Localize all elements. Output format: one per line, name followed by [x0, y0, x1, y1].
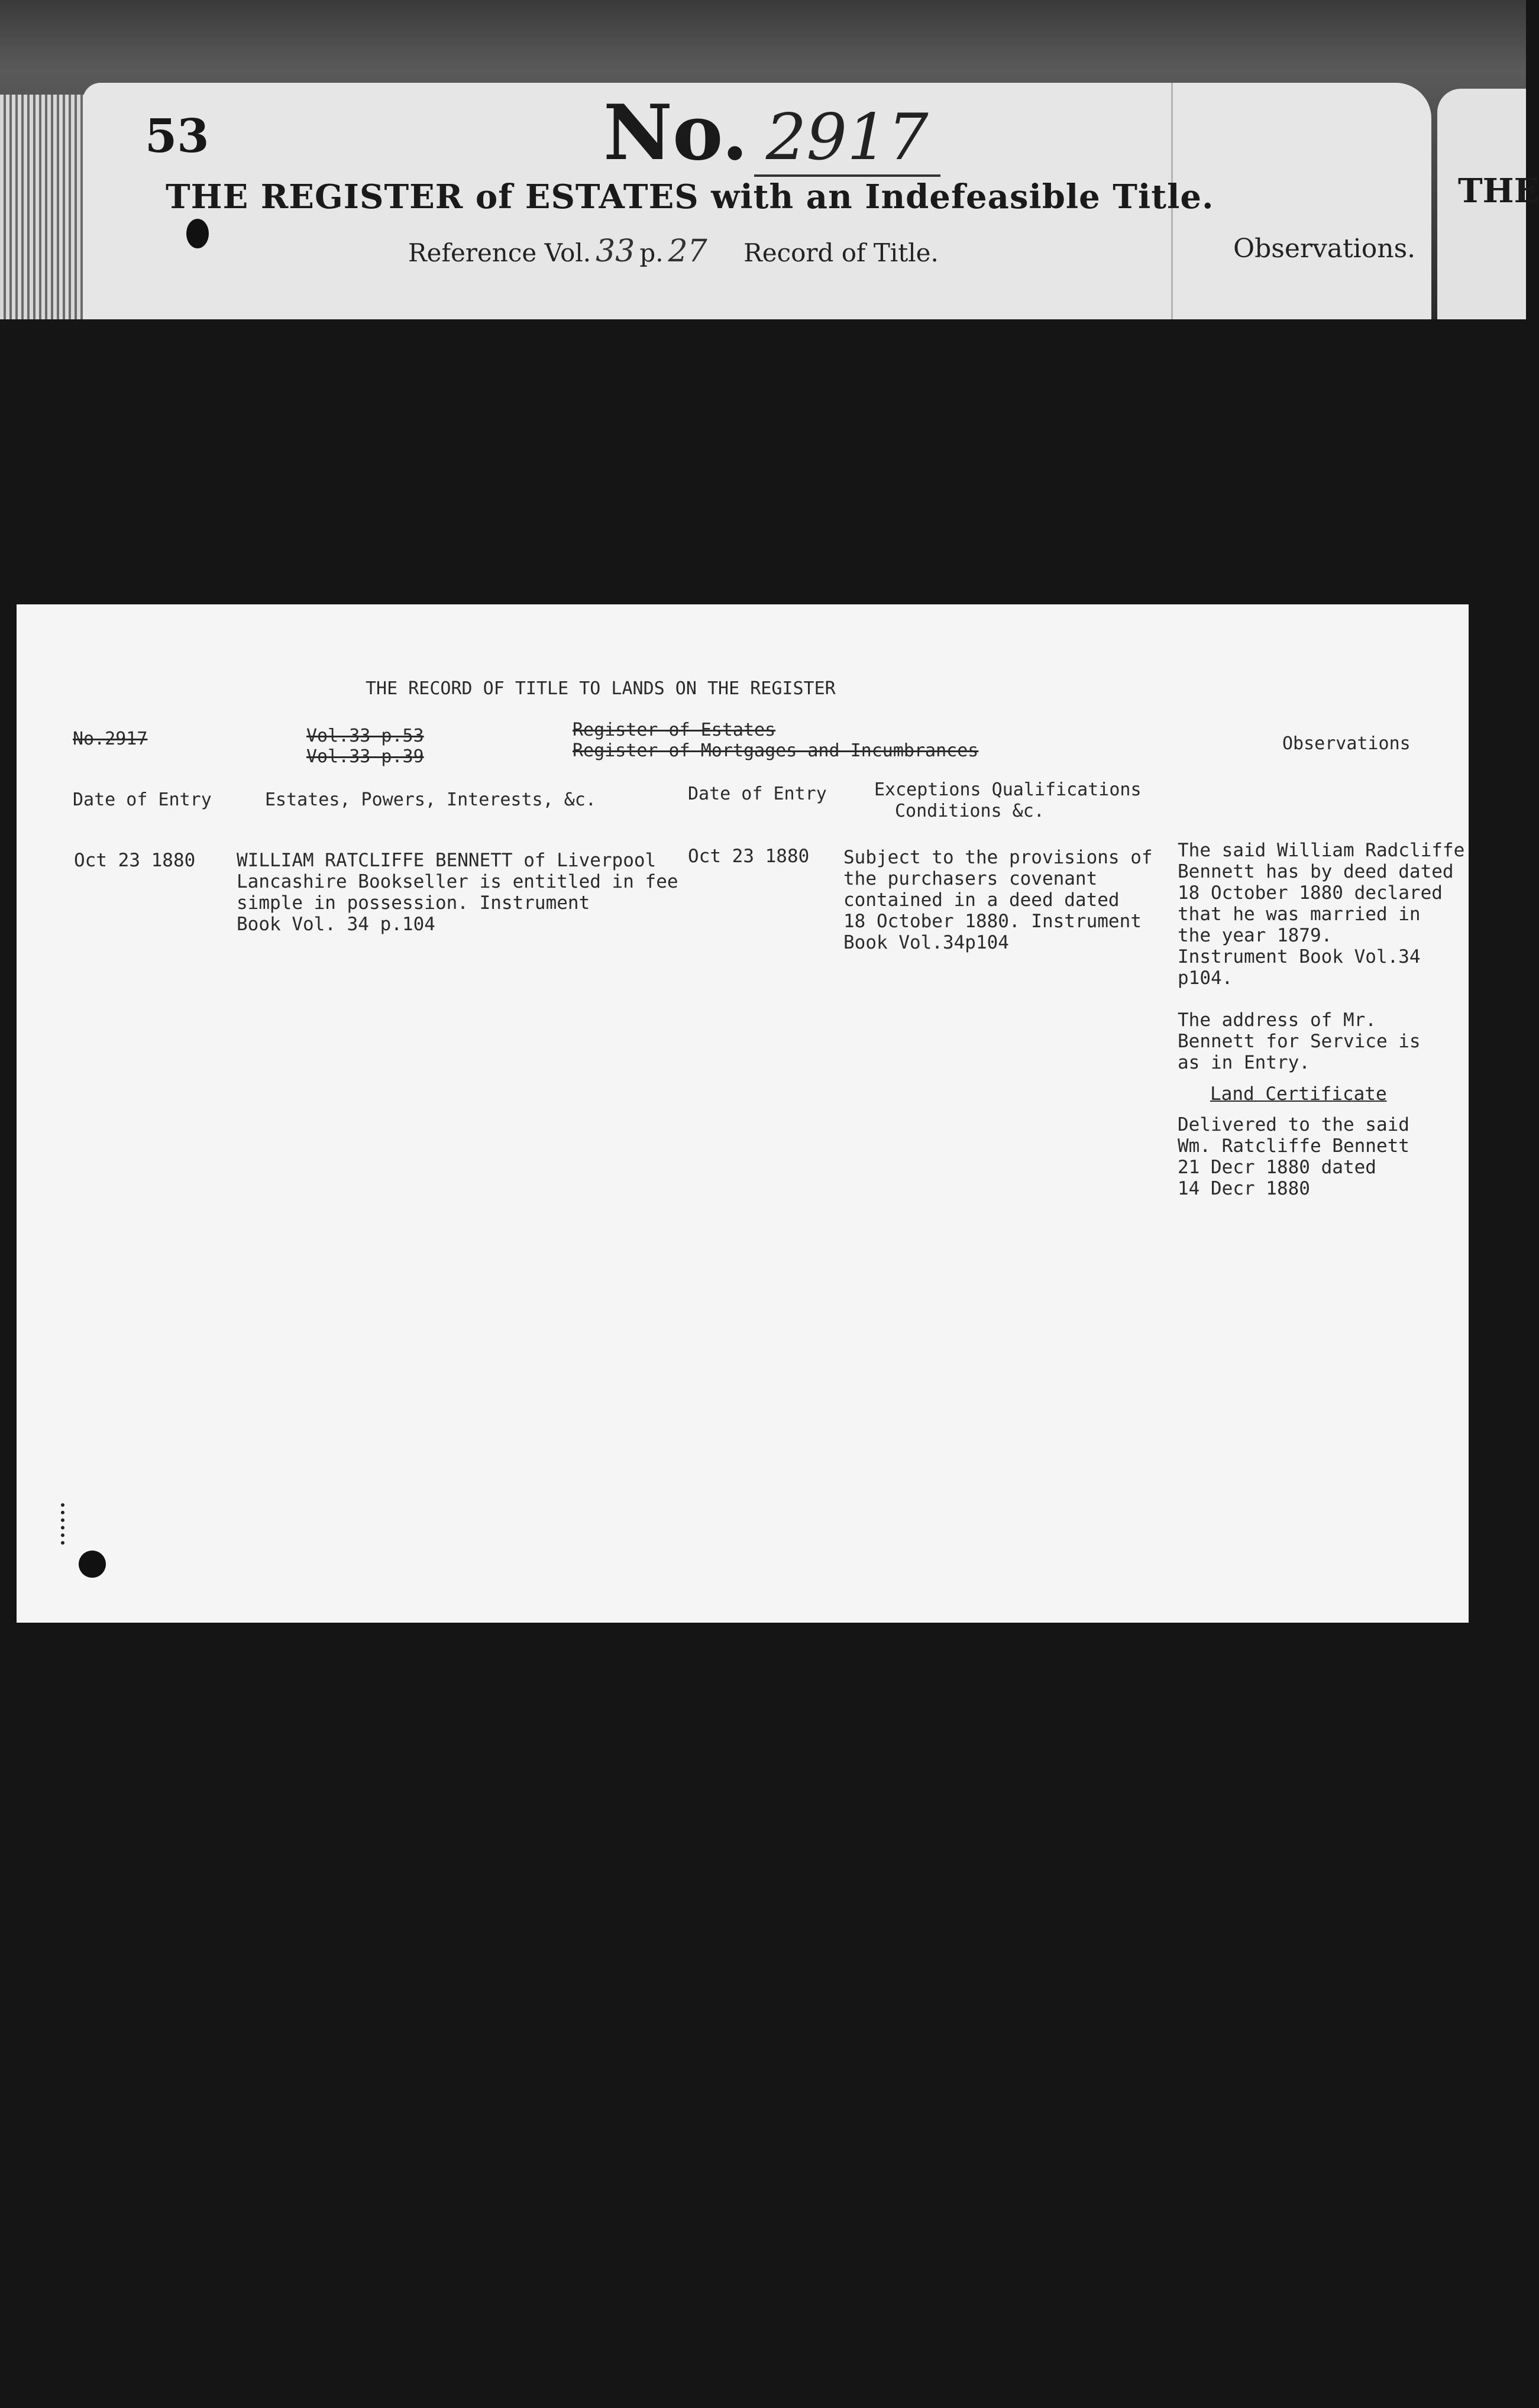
reference-page-prefix: p.	[639, 238, 664, 267]
header-date-of-entry-1: Date of Entry	[73, 789, 212, 810]
struck-volume-2: Vol.33 p.39	[306, 746, 424, 767]
header-exceptions-2: Conditions &c.	[895, 801, 1045, 821]
struck-register-estates: Register of Estates	[573, 720, 776, 740]
card-title: THE RECORD OF TITLE TO LANDS ON THE REGISTER	[366, 678, 836, 699]
record-card	[17, 604, 1469, 1623]
observation-marriage: The said William Radcliffe Bennett has by deed dated 18 October 1880 declared that he was married in the year 1879. Instrument Book Vol.34 p104.	[1178, 840, 1465, 989]
observation-certificate-delivery: Delivered to the said Wm. Ratcliffe Bennett 21 Decr 1880 dated 14 Decr 1880	[1178, 1114, 1409, 1199]
entry-date-1: Oct 23 1880	[74, 850, 196, 871]
observations-header: Observations	[1282, 733, 1411, 754]
punch-hole	[186, 219, 209, 248]
entry-exceptions-text: Subject to the provisions of the purchasers covenant contained in a deed dated 18 October 1880. Instrument Book Vol.34p104	[843, 847, 1153, 953]
observation-address: The address of Mr. Bennett for Service is as in Entry.	[1178, 1009, 1421, 1073]
entry-date-2: Oct 23 1880	[688, 846, 810, 867]
ledger-page-edges	[0, 95, 89, 319]
reference-line	[408, 234, 939, 269]
struck-volume-1: Vol.33 p.53	[306, 726, 424, 746]
header-estates-powers: Estates, Powers, Interests, &c.	[265, 789, 596, 810]
ink-mark	[61, 1503, 77, 1545]
punch-hole	[79, 1551, 106, 1578]
ledger-photo-strip	[0, 0, 1539, 319]
folio-number: 53	[145, 109, 209, 163]
reference-prefix: Reference Vol.	[408, 238, 591, 267]
handwritten-number: 2917	[754, 101, 940, 177]
header-date-of-entry-2: Date of Entry	[688, 784, 827, 804]
struck-register-mortgages: Register of Mortgages and Incumbrances	[573, 740, 979, 761]
record-of-title-label: Record of Title.	[743, 238, 939, 267]
ledger-observations-label: Observations.	[1233, 234, 1416, 264]
header-exceptions-1: Exceptions Qualifications	[874, 779, 1142, 800]
reference-page: 27	[668, 234, 707, 269]
entry-estates-text: WILLIAM RATCLIFFE BENNETT of Liverpool Lancashire Bookseller is entitled in fee simple in possession. Instrument Book Vol. 34 p.104	[237, 850, 678, 935]
reference-vol: 33	[596, 234, 635, 269]
next-page-title: THE	[1458, 171, 1539, 211]
register-number	[603, 89, 940, 177]
number-label: No.	[603, 89, 748, 177]
struck-register-number: No.2917	[73, 729, 148, 749]
ledger-title: THE REGISTER of ESTATES with an Indefeasible Title.	[166, 177, 1214, 216]
land-certificate-heading: Land Certificate	[1210, 1083, 1387, 1105]
